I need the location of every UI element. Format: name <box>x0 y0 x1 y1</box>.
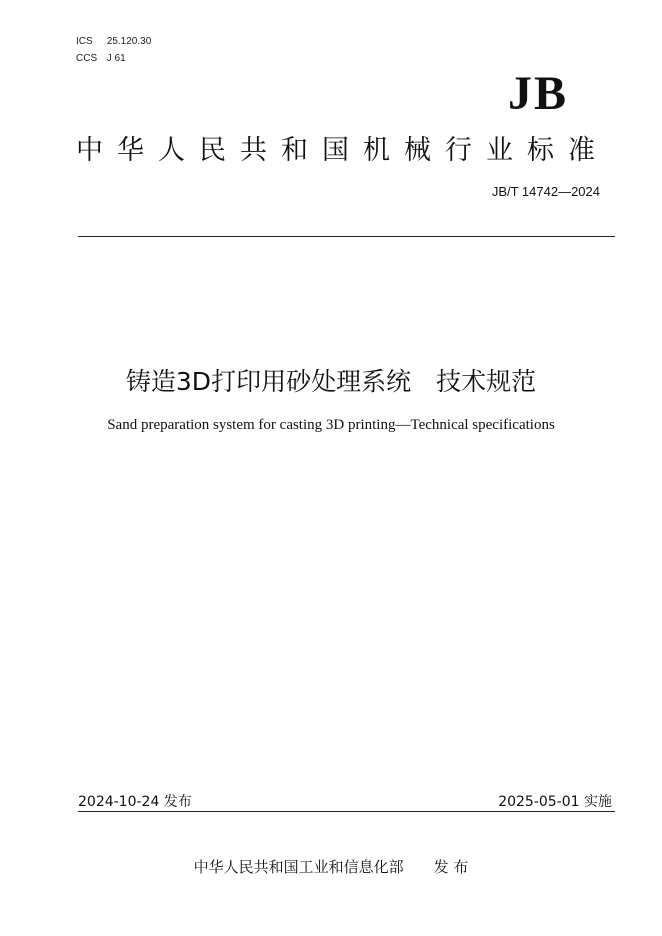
ccs-label: CCS <box>76 53 98 64</box>
ics-label: ICS <box>76 36 93 47</box>
implement-date: 2025-05-01 实施 <box>498 794 612 810</box>
standard-number: JB/T 14742—2024 <box>491 184 600 199</box>
title-chinese: 铸造3D打印用砂处理系统 技术规范 <box>125 367 537 396</box>
standard-name: 中华人民共和国机械行业标准 <box>76 135 609 166</box>
issuer-name: 中华人民共和国工业和信息化部 <box>193 858 404 876</box>
jb-logo: JB <box>507 67 568 120</box>
footer-rule <box>78 811 615 812</box>
title-english: Sand preparation system for casting 3D printing—Technical specifications <box>107 417 555 433</box>
publish-date: 2024-10-24 发布 <box>78 794 192 810</box>
issuer-line <box>0 856 662 877</box>
ccs-row <box>76 50 151 67</box>
classification-codes <box>76 33 151 67</box>
ics-row <box>76 33 151 50</box>
header-rule <box>78 236 615 237</box>
ics-value: 25.120.30 <box>106 36 152 47</box>
issuer-action: 发 布 <box>433 858 469 876</box>
ccs-value: J 61 <box>106 53 126 64</box>
